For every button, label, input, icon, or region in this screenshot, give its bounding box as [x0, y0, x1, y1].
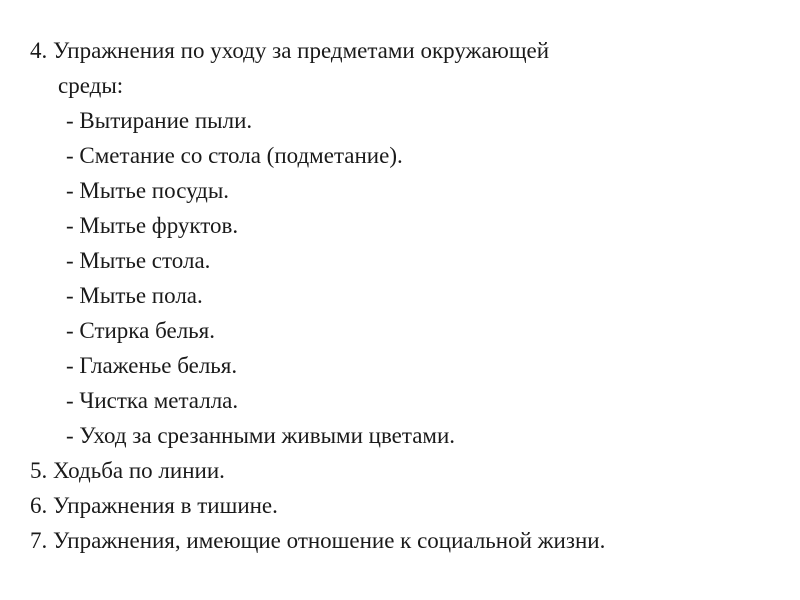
sub-item: - Мытье посуды.	[66, 178, 230, 203]
list-item-4-title: 4. Упражнения по уходу за предметами окружающей	[30, 38, 550, 63]
sub-item: - Мытье фруктов.	[66, 213, 239, 238]
list-item-4-title-continuation: среды:	[58, 73, 124, 98]
sub-item: - Уход за срезанными живыми цветами.	[66, 423, 456, 448]
sub-item: - Мытье стола.	[66, 248, 211, 273]
list-item-5: 5. Ходьба по линии.	[30, 458, 225, 483]
sub-item: - Чистка металла.	[66, 388, 239, 413]
list-item-6: 6. Упражнения в тишине.	[30, 493, 278, 518]
exercise-list	[30, 33, 790, 558]
list-item-7: 7. Упражнения, имеющие отношение к социальной жизни.	[30, 528, 606, 553]
sub-item: - Сметание со стола (подметание).	[66, 143, 403, 168]
sub-item: - Глаженье белья.	[66, 353, 238, 378]
sub-item: - Мытье пола.	[66, 283, 203, 308]
sub-item: - Вытирание пыли.	[66, 108, 253, 133]
sub-item: - Стирка белья.	[66, 318, 215, 343]
